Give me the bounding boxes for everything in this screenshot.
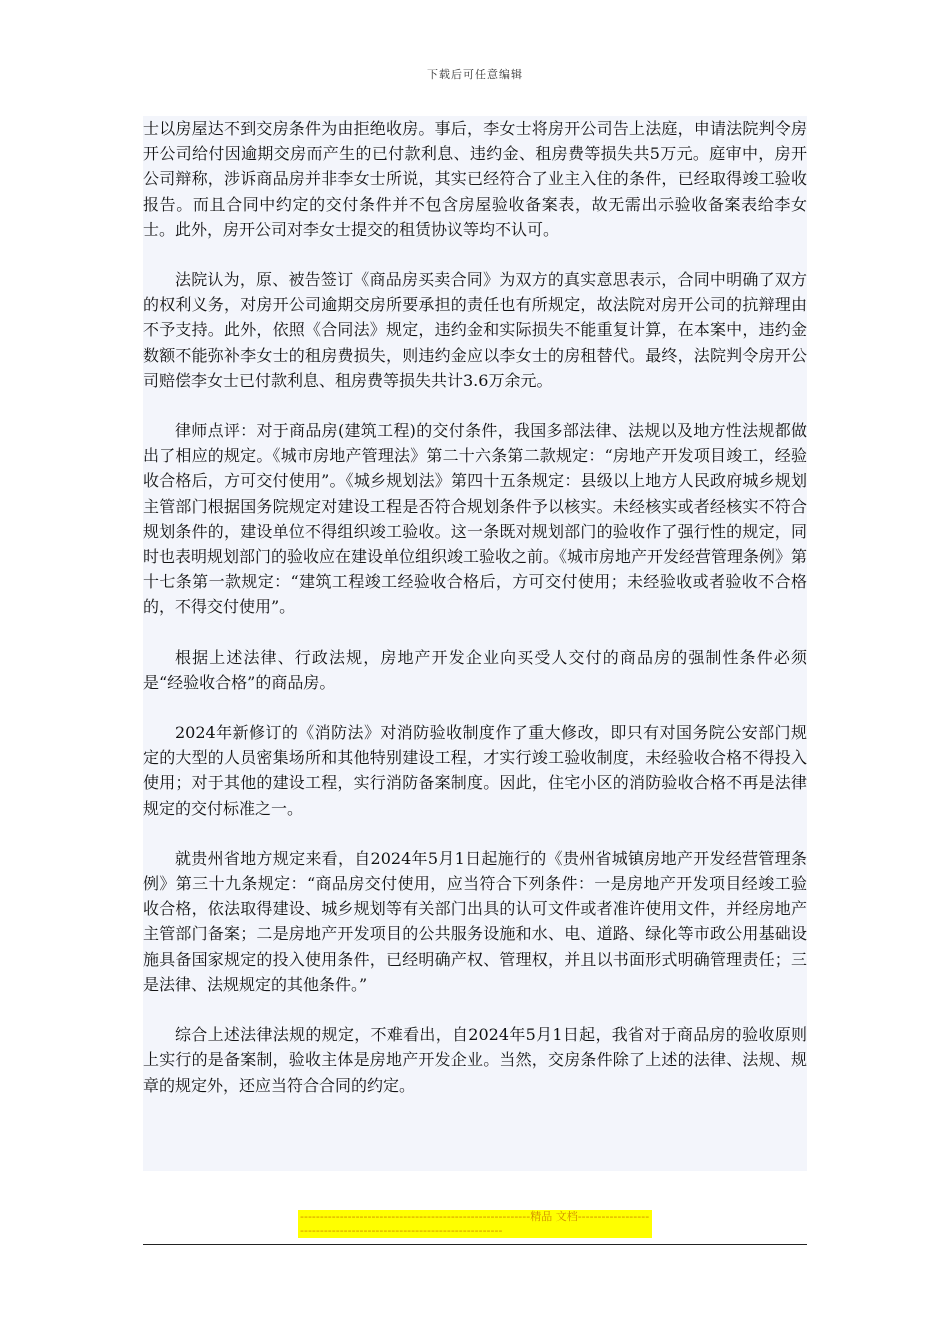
paragraph-4: 根据上述法律、行政法规，房地产开发企业向买受人交付的商品房的强制性条件必须是“经验收合格”的商品房。 xyxy=(143,647,807,692)
footer-divider xyxy=(143,1244,807,1245)
footer-text: ----------------------------------------------------------精品 文档--------------------------------------------------------------------- xyxy=(298,1210,652,1238)
paragraph-1: 士以房屋达不到交房条件为由拒绝收房。事后，李女士将房开公司告上法庭，申请法院判令房开公司给付因逾期交房而产生的已付款利息、违约金、租房费等损失共5万元。庭审中，房开公司辩称，涉诉商品房并非李女士所说，其实已经符合了业主入住的条件，已经取得竣工验收报告。而且合同中约定的交付条件并不包含房屋验收备案表，故无需出示验收备案表给李女士。此外，房开公司对李女士提交的租赁协议等均不认可。 xyxy=(143,119,807,239)
page-header: 下载后可任意编辑 xyxy=(427,68,523,81)
paragraph-2: 法院认为，原、被告签订《商品房买卖合同》为双方的真实意思表示，合同中明确了双方的权利义务，对房开公司逾期交房所要承担的责任也有所规定，故法院对房开公司的抗辩理由不予支持。此外，依照《合同法》规定，违约金和实际损失不能重复计算，在本案中，违约金数额不能弥补李女士的租房费损失，则违约金应以李女士的房租替代。最终，法院判令房开公司赔偿李女士已付款利息、租房费等损失共计3.6万余元。 xyxy=(143,270,807,390)
paragraph-6: 就贵州省地方规定来看，自2024年5月1日起施行的《贵州省城镇房地产开发经营管理条例》第三十九条规定：“商品房交付使用，应当符合下列条件：一是房地产开发项目经竣工验收合格，依法取得建设、城乡规划等有关部门出具的认可文件或者准许使用文件，并经房地产主管部门备案；二是房地产开发项目的公共服务设施和水、电、道路、绿化等市政公用基础设施具备国家规定的投入使用条件，已经明确产权、管理权，并且以书面形式明确管理责任；三是法律、法规规定的其他条件。” xyxy=(143,848,807,994)
paragraph-7: 综合上述法律法规的规定，不难看出，自2024年5月1日起，我省对于商品房的验收原则上实行的是备案制，验收主体是房地产开发企业。当然，交房条件除了上述的法律、法规、规章的规定外，还应当符合合同的约定。 xyxy=(143,1025,807,1095)
paragraph-3: 律师点评：对于商品房(建筑工程)的交付条件，我国多部法律、法规以及地方性法规都做出了相应的规定。《城市房地产管理法》第二十六条第二款规定：“房地产开发项目竣工，经验收合格后，方可交付使用”。《城乡规划法》第四十五条规定：县级以上地方人民政府城乡规划主管部门根据国务院规定对建设工程是否符合规划条件予以核实。未经核实或者经核实不符合规划条件的，建设单位不得组织竣工验收。这一条既对规划部门的验收作了强行性的规定，同时也表明规划部门的验收应在建设单位组织竣工验收之前。《城市房地产开发经营管理条例》第十七条第一款规定：“建筑工程竣工经验收合格后，方可交付使用；未经验收或者验收不合格的，不得交付使用”。 xyxy=(143,421,808,617)
paragraph-5: 2024年新修订的《消防法》对消防验收制度作了重大修改，即只有对国务院公安部门规定的大型的人员密集场所和其他特别建设工程，才实行竣工验收制度，未经验收合格不得投入使用；对于其他的建设工程，实行消防备案制度。因此，住宅小区的消防验收合格不再是法律规定的交付标准之一。 xyxy=(143,723,807,818)
document-body xyxy=(143,116,807,1171)
page-footer xyxy=(143,1210,807,1238)
